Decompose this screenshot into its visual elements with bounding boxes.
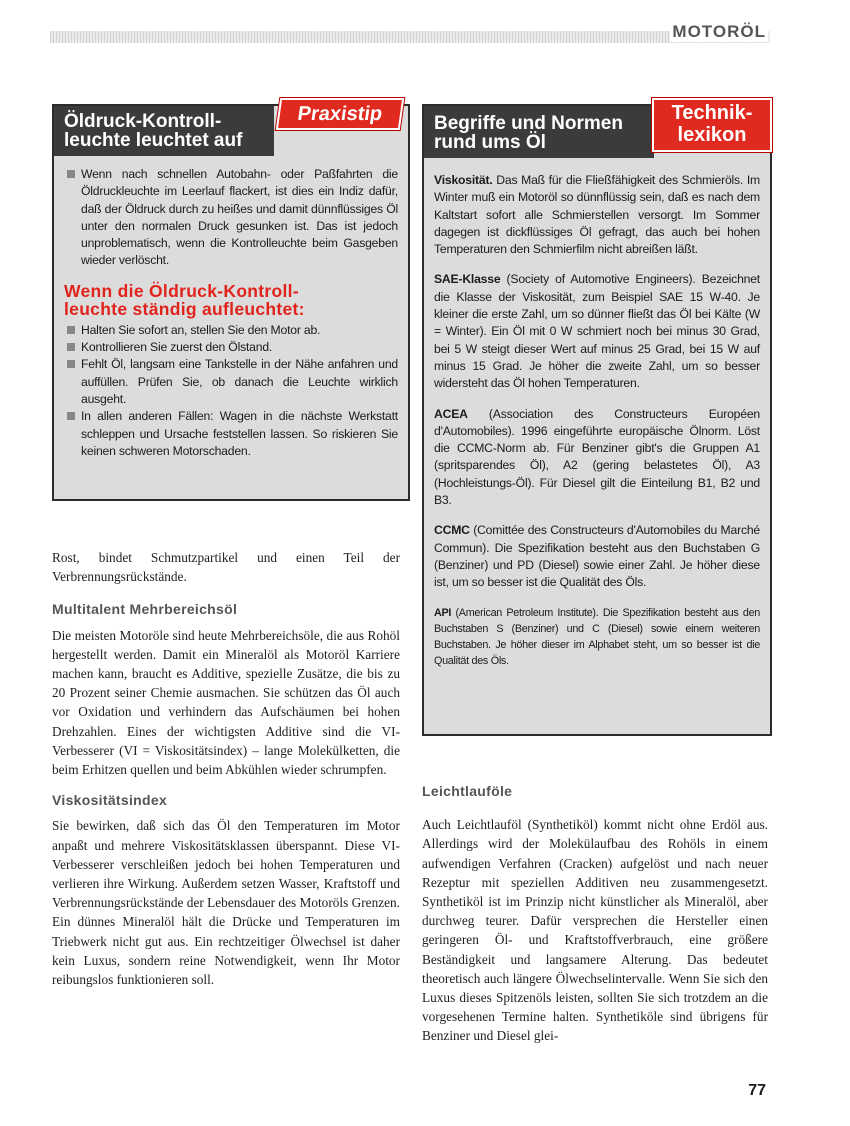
lexikon-text: (American Petroleum Institute). Die Spezifikation besteht aus den Buchstaben S (Benziner) und C (Diesel) sowie einem weiteren Buchstaben. Je höher dieser im Alphabet steht, um so besser ist die Qualität des Öls.: [434, 606, 760, 667]
heading-leichtlaufoele: Leichtlauföle: [422, 783, 513, 799]
lexikon-entry-viskositaet: [434, 172, 760, 258]
lexikon-badge: [652, 98, 772, 152]
lexikon-entry-api: [434, 605, 760, 669]
lexikon-badge-line1: Technik-: [671, 102, 753, 124]
lexikon-term: CCMC: [434, 523, 470, 538]
praxistip-title-line2: leuchte leuchtet auf: [64, 130, 243, 151]
lexikon-term: API: [434, 606, 452, 619]
page-number: 77: [748, 1082, 766, 1099]
right-column: [422, 782, 768, 1046]
praxistip-title-line1: Öldruck-Kontroll-: [64, 111, 222, 132]
praxistip-box: [52, 104, 410, 501]
lexikon-term: SAE-Klasse: [434, 272, 501, 287]
praxistip-red-heading: [64, 282, 398, 318]
lexikon-body: [424, 158, 770, 690]
lexikon-badge-line2: lexikon: [677, 124, 747, 146]
heading-viskositaetsindex: Viskositätsindex: [52, 792, 168, 809]
lexikon-title-line1: Begriffe und Normen: [434, 113, 623, 134]
lexikon-title: [424, 106, 654, 158]
praxistip-bullet: Fehlt Öl, langsam eine Tankstelle in der Nähe anfahren und auffüllen. Prüfen Sie, ob danach die Leuchte wirklich ausgeht.: [64, 356, 398, 408]
praxistip-intro: Wenn nach schnellen Autobahn- oder Paßfahrten die Öldruckleuchte im Leerlauf flackert, ist dies ein Indiz dafür, daß der Öldruck durch zu heißes und damit dünnflüssiges Öl unter den normalen Druck gesunken ist. Das ist jedoch unproblematisch, wenn die Kontrolleuchte beim Gasgeben wieder verlöscht.: [64, 166, 398, 270]
lexikon-text: Das Maß für die Fließfähigkeit des Schmieröls. Im Winter muß ein Motoröl so dünnflüssig sein, daß es nach dem Kaltstart sofort alle Schmierstellen versorgt. Im Sommer dagegen ist dickflüssiges Öl gefragt, das auch bei hohen Temperaturen den Schmierfilm nicht abreißen läßt.: [434, 173, 760, 257]
left-column: [52, 548, 400, 989]
section-header: MOTORÖL: [672, 22, 766, 41]
paragraph-viskositaetsindex: Sie bewirken, daß sich das Öl den Temperaturen im Motor anpaßt und mehrere Viskositätsklassen überspannt. Diese VI-Verbesserer verschleißen jedoch bei hohen Temperaturen und verlieren ihre Wirkung. Außerdem setzen Wasser, Kraftstoff und Verbrennungsrückstände der Lebensdauer des Motoröls Grenzen. Ein dünnes Mineralöl hält die Drücke und Temperaturen im Triebwerk nicht gut aus. Ein rechtzeitiger Ölwechsel ist daher kein Luxus, sondern reine Notwendigkeit, wenn Ihr Motor reibungslos funktionieren soll.: [52, 818, 400, 988]
lexikon-entry-acea: [434, 406, 760, 510]
paragraph-mehrbereichsoel: Die meisten Motoröle sind heute Mehrbereichsöle, die aus Rohöl hergestellt werden. Damit ein Mineralöl als Motoröl Karriere machen kann, braucht es Additive, spezielle Zusätze, die bis zu 20 Prozent seiner Chemie ausmachen. Sie schützen das Öl auch vor Oxidation und verhindern das Aufschäumen bei hohen Drehzahlen. Eines der wichtigsten Additive sind die VI-Verbesserer (VI = Viskositätsindex) – lange Molekülketten, die beim Erhitzen quellen und beim Abkühlen wieder schrumpfen.: [52, 627, 400, 778]
lexikon-text: (Society of Automotive Engineers). Bezeichnet die Klasse der Viskosität, zum Beispiel SAE 15 W-40. Je kleiner die erste Zahl, um so dünner fließt das Öl bei Kälte (W = Winter). Ein Öl mit 0 W schmiert noch bei minus 30 Grad, bei 5 W steigt dieser Wert auf minus 25 Grad, bei 15 W auf minus 15 Grad. Je höher die zweite Zahl, um so besser widersteht das Öl hohen Temperaturen.: [434, 272, 760, 391]
lexikon-term: ACEA: [434, 406, 468, 421]
praxistip-badge: Praxistip: [276, 98, 404, 130]
left-intro-paragraph: Rost, bindet Schmutzpartikel und einen Teil der Verbrennungsrückstände.: [52, 550, 400, 585]
lexikon-box: [422, 104, 772, 736]
lexikon-text: (Comittée des Constructeurs d'Automobiles du Marché Commun). Die Spezifikation besteht aus den Buchstaben G (Benziner) und PD (Diesel) sowie einer Zahl. Je höher diese ist, um so besser ist die Qualität des Öls.: [434, 523, 760, 590]
praxistip-bullet: Kontrollieren Sie zuerst den Ölstand.: [64, 339, 398, 356]
lexikon-title-line2: rund ums Öl: [434, 132, 546, 153]
lexikon-term: Viskosität.: [434, 173, 493, 187]
red-heading-line1: Wenn die Öldruck-Kontroll-: [64, 280, 299, 301]
red-heading-line2: leuchte ständig aufleuchtet:: [64, 298, 305, 319]
praxistip-bullet: Halten Sie sofort an, stellen Sie den Motor ab.: [64, 322, 398, 339]
praxistip-body: [54, 156, 408, 468]
header-rule: [50, 31, 770, 43]
paragraph-leichtlaufoele: Auch Leichtlauföl (Synthetiköl) kommt nicht ohne Erdöl aus. Allerdings wird der Molekülaufbau des Rohöls in einem aufwendigen Verfahren (Cracken) aufgelöst und nach neuer Rezeptur mit speziellen Additiven neu zusammengesetzt. Synthetiköl ist im Prinzip nicht künstlicher als Mineralöl, aber durchweg teurer. Dafür versprechen die Hersteller einen geringeren Öl- und Kraftstoffverbrauch, eine größere Beständigkeit und langsamere Alterung. Das bedeutet theoretisch auch längere Ölwechselintervalle. Wenn Sie sich den Luxus dieses Spitzenöls leisten, sollten Sie sich trotzdem an die vorgesehenen Termine halten. Synthetiköle sind übrigens für Benziner und Diesel glei-: [422, 817, 768, 1044]
lexikon-entry-sae: [434, 271, 760, 392]
praxistip-bullet: In allen anderen Fällen: Wagen in die nächste Werkstatt schleppen und Ursache feststellen lassen. So riskieren Sie keinen schweren Motorschaden.: [64, 408, 398, 460]
heading-mehrbereichsoel: Multitalent Mehrbereichsöl: [52, 601, 238, 618]
praxistip-title: [54, 106, 274, 156]
lexikon-text: (Association des Constructeurs Européen d'Automobiles). 1996 eingeführte europäische Ölnorm. Löst die CCMC-Norm ab. Für Benziner gibt's die Gruppen A1 (spritsparendes Öl), A2 (gering belastetes Öl), A3 (Hochleistungs-Öl). Für Diesel gilt die Einteilung B1, B2 und B3.: [434, 406, 760, 508]
lexikon-entry-ccmc: [434, 522, 760, 591]
